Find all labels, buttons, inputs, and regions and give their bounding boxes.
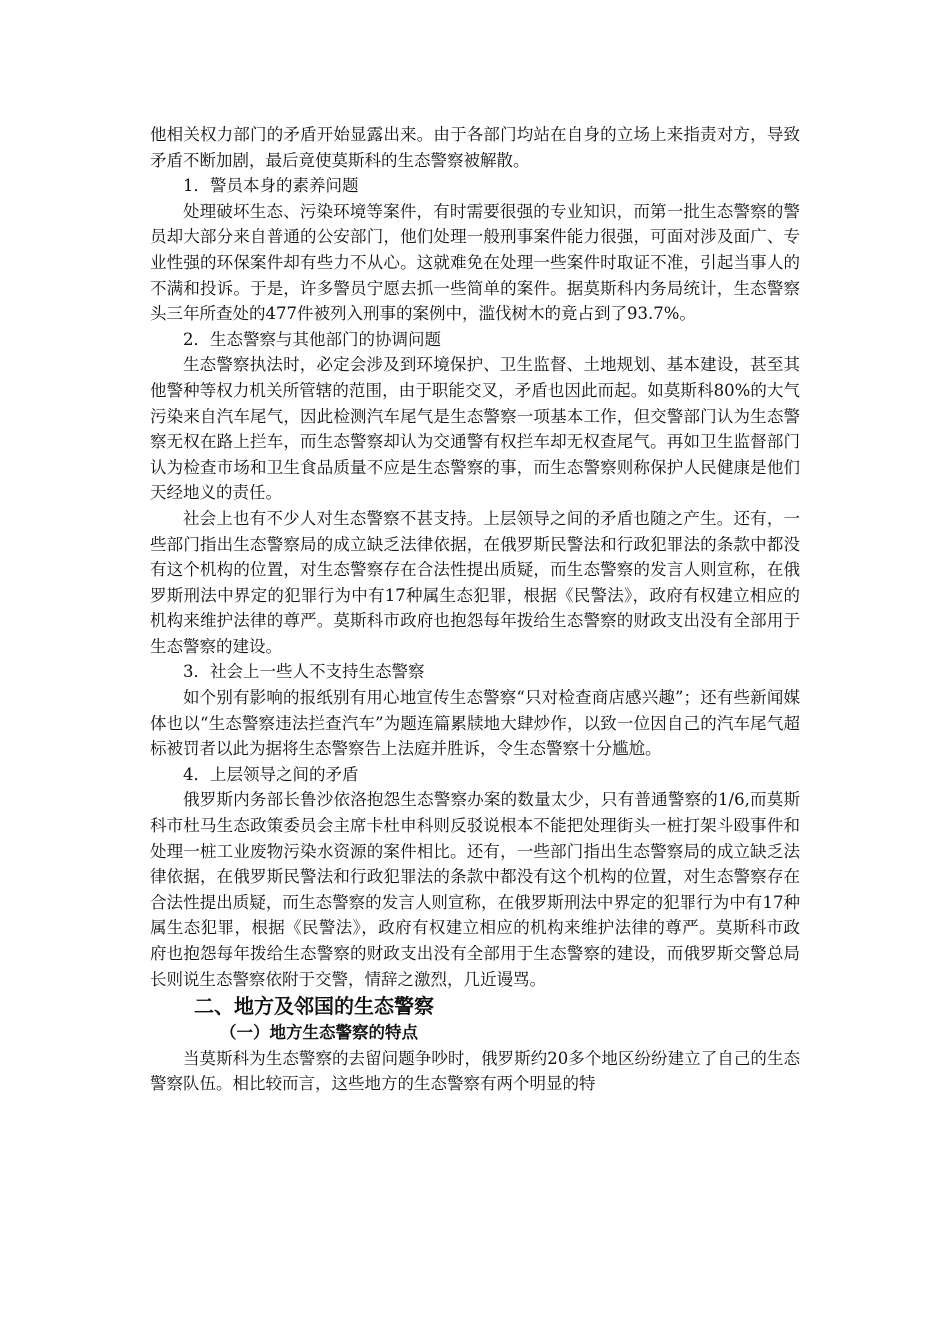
subsection-heading: （一）地方生态警察的特点 [220,1023,418,1043]
paragraph-1: 处理破坏生态、污染环境等案件，有时需要很强的专业知识，而第一批生态警察的警员却大部分来自普通的公安部门，他们处理一般刑事案件能力很强，可面对涉及面广、专业性强的环保案件却有些力不从心。这就难免在处理一些案件时取证不准，引起当事人的不满和投诉。于是，许多警员宁愿去抓一些简单的案件。据莫斯科内务局统计，生态警察头三年所查处的477件被列入刑事的案例中，滥伐树木的竟占到了93.7%。 [150,201,800,324]
document-page [150,122,800,1097]
list-item-3: 3．社会上一些人不支持生态警察 [183,662,425,682]
paragraph-3: 社会上也有不少人对生态警察不甚支持。上层领导之间的矛盾也随之产生。还有，一些部门指出生态警察局的成立缺乏法律依据，在俄罗斯民警法和行政犯罪法的条款中都没有这个机构的位置，对生态警察存在合法性提出质疑，而生态警察的发言人则宣称，在俄罗斯刑法中界定的犯罪行为中有17种属生态犯罪，根据《民警法》，政府有权建立相应的机构来维护法律的尊严。莫斯科市政府也抱怨每年拨给生态警察的财政支出没有全部用于生态警察的建设。 [150,508,800,656]
paragraph-2: 生态警察执法时，必定会涉及到环境保护、卫生监督、土地规划、基本建设，甚至其他警种等权力机关所管辖的范围，由于职能交叉，矛盾也因此而起。如莫斯科80%的大气污染来自汽车尾气，因此检测汽车尾气是生态警察一项基本工作，但交警部门认为生态警察无权在路上拦车，而生态警察却认为交通警有权拦车却无权查尾气。再如卫生监督部门认为检查市场和卫生食品质量不应是生态警察的事，而生态警察则称保护人民健康是他们天经地义的责任。 [150,355,800,503]
paragraph-4: 如个别有影响的报纸别有用心地宣传生态警察“只对检查商店感兴趣”；还有些新闻媒体也以“生态警察违法拦查汽车”为题连篇累牍地大肆炒作，以致一位因自己的汽车尾气超标被罚者以此为据将生态警察告上法庭并胜诉，令生态警察十分尴尬。 [150,688,800,759]
paragraph-5: 俄罗斯内务部长鲁沙依洛抱怨生态警察办案的数量太少，只有普通警察的1/6,而莫斯科市杜马生态政策委员会主席卡杜申科则反驳说根本不能把处理街头一桩打架斗殴事件和处理一桩工业废物污染水资源的案件相比。还有，一些部门指出生态警察局的成立缺乏法律依据，在俄罗斯民警法和行政犯罪法的条款中都没有这个机构的位置，对生态警察存在合法性提出质疑，而生态警察的发言人则宣称，在俄罗斯刑法中界定的犯罪行为中有17种属生态犯罪，根据《民警法》，政府有权建立相应的机构来维护法律的尊严。莫斯科市政府也抱怨每年拨给生态警察的财政支出没有全部用于生态警察的建设，而俄罗斯交警总局长则说生态警察依附于交警，情辞之激烈，几近谩骂。 [150,790,800,989]
list-item-2: 2．生态警察与其他部门的协调问题 [183,329,441,349]
paragraph-continuation: 他相关权力部门的矛盾开始显露出来。由于各部门均站在自身的立场上来指责对方，导致矛盾不断加剧，最后竟使莫斯科的生态警察被解散。 [150,125,800,170]
paragraph-6: 当莫斯科为生态警察的去留问题争吵时，俄罗斯约20多个地区纷纷建立了自己的生态警察队伍。相比较而言，这些地方的生态警察有两个明显的特 [150,1048,800,1094]
list-item-4: 4．上层领导之间的矛盾 [183,764,359,784]
section-heading: 二、地方及邻国的生态警察 [194,994,434,1019]
list-item-1: 1．警员本身的素养问题 [183,176,359,196]
